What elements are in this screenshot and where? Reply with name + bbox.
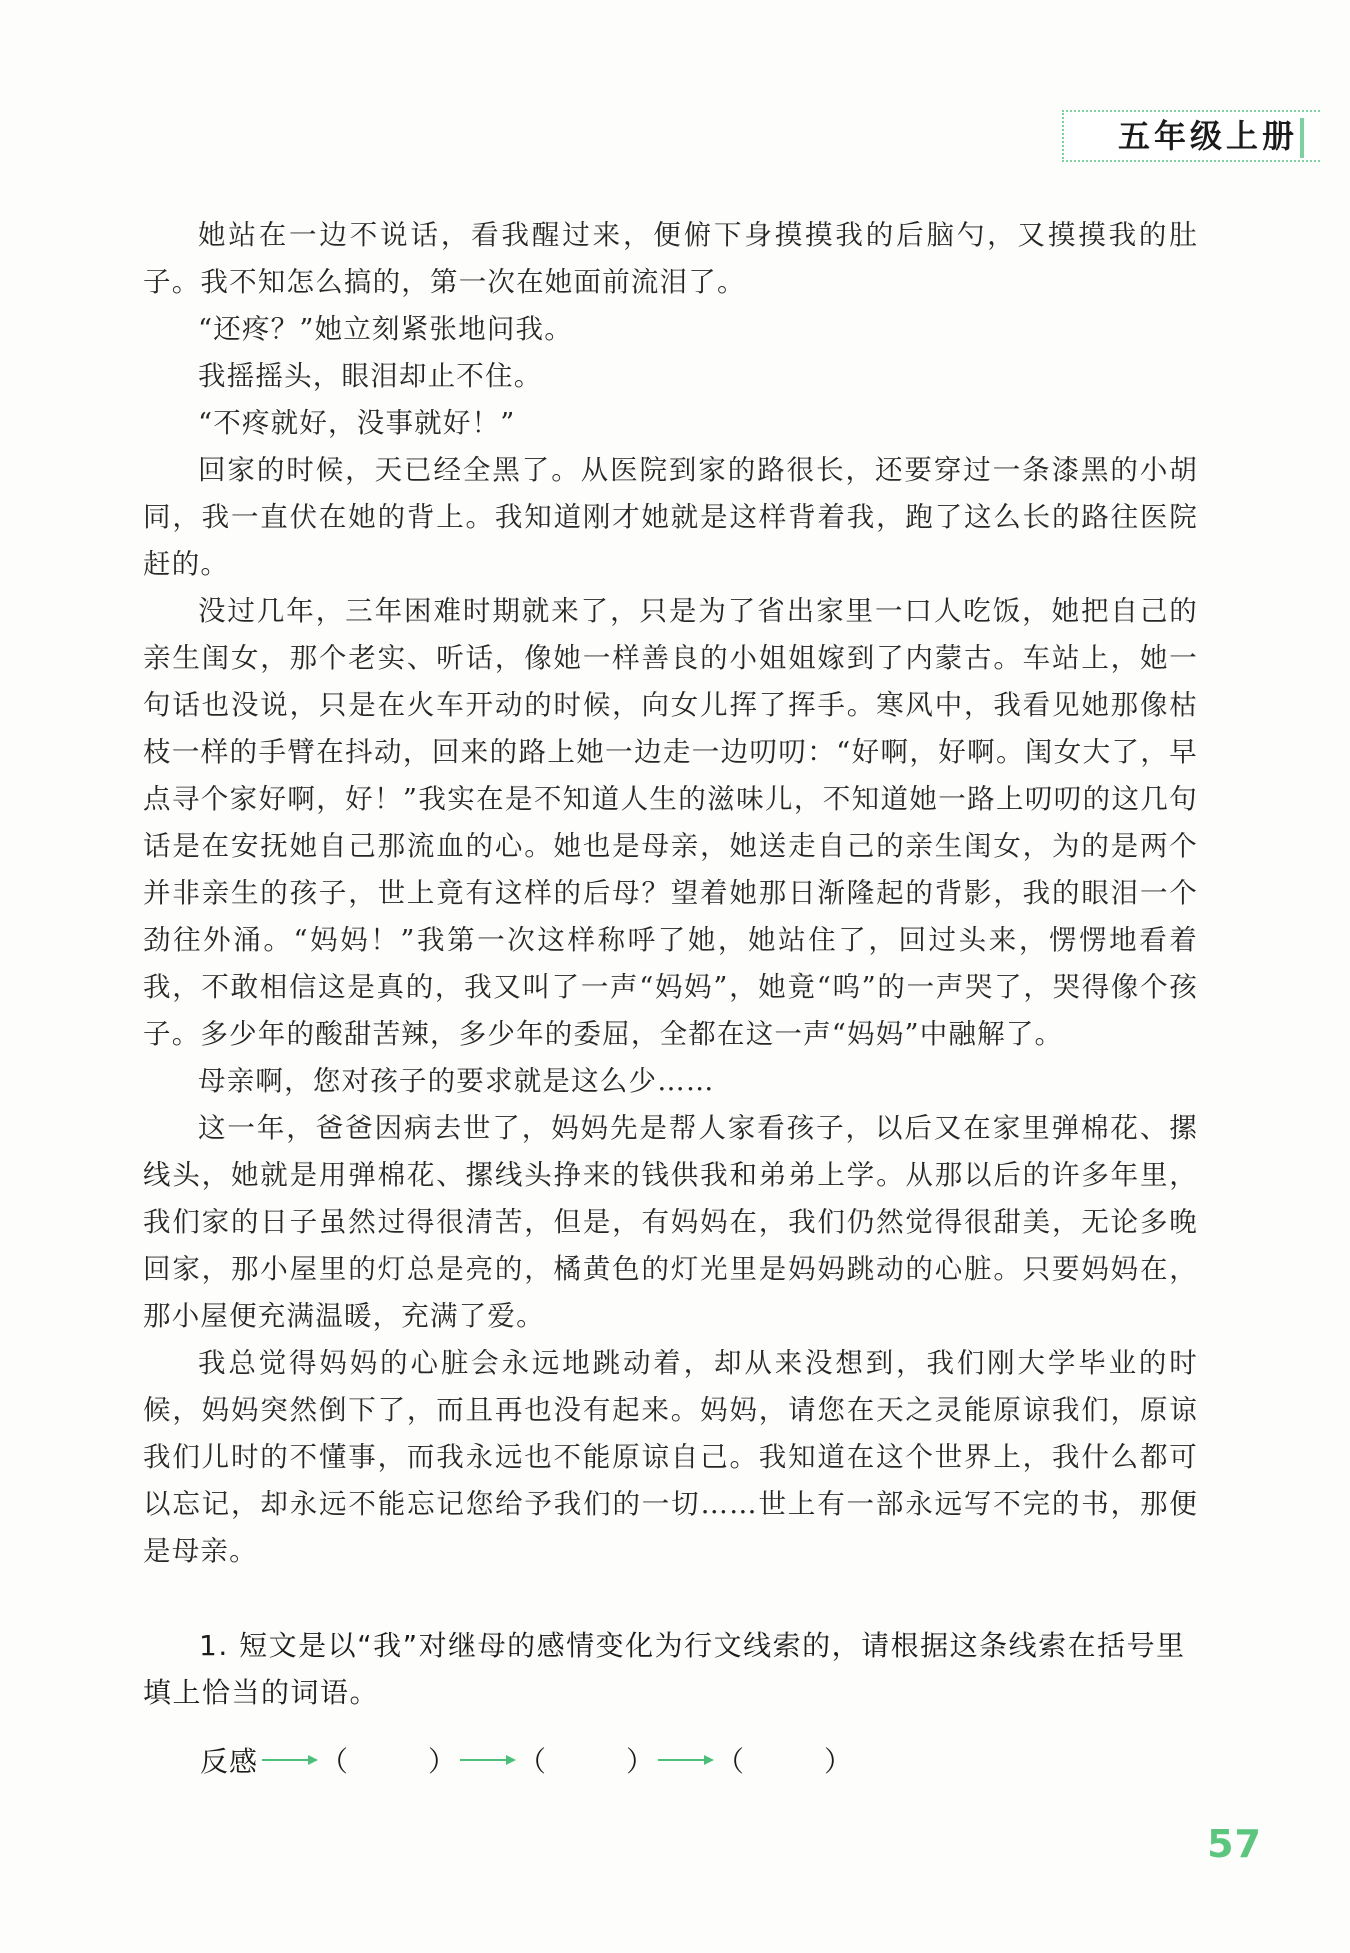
blank-open-paren: （ [320, 1745, 349, 1778]
paragraph: 她站在一边不说话，看我醒过来，便俯下身摸摸我的后脑勺，又摸摸我的肚子。我不知怎么搞的，第一次在她面前流泪了。 [143, 219, 1198, 298]
question-1 [143, 1622, 1198, 1716]
blank-close-paren: ） [824, 1745, 853, 1778]
paragraph: 我摇摇头，眼泪却止不住。 [198, 360, 543, 392]
page-number: 57 [1207, 1822, 1262, 1866]
paragraph: “还疼？”她立刻紧张地问我。 [198, 313, 573, 345]
blank-close-paren: ） [626, 1745, 655, 1778]
blank-close-paren: ） [428, 1745, 457, 1778]
blank-open-paren: （ [716, 1745, 745, 1778]
book-volume-title: 五年级上册 [1117, 117, 1298, 155]
arrow-right-icon [460, 1753, 516, 1767]
answer-blank-3[interactable] [716, 1740, 852, 1780]
answer-blank-1[interactable] [320, 1740, 456, 1780]
question-text: 1. 短文是以“我”对继母的感情变化为行文线索的，请根据这条线索在括号里填上恰当的词语。 [143, 1629, 1186, 1709]
paragraph: 没过几年，三年困难时期就来了，只是为了省出家里一口人吃饭，她把自己的亲生闺女，那个老实、听话，像她一样善良的小姐姐嫁到了内蒙古。车站上，她一句话也没说，只是在火车开动的时候，向女儿挥了挥手。寒风中，我看见她那像枯枝一样的手臂在抖动，回来的路上她一边走一边叨叨：“好啊，好啊。闺女大了，早点寻个家好啊，好！”我实在是不知道人生的滋味儿，不知道她一路上叨叨的这几句话是在安抚她自己那流血的心。她也是母亲，她送走自己的亲生闺女，为的是两个并非亲生的孩子，世上竟有这样的后母？望着她那日渐隆起的背影，我的眼泪一个劲往外涌。“妈妈！”我第一次这样称呼了她，她站住了，回过头来，愣愣地看着我，不敢相信这是真的，我又叫了一声“妈妈”，她竟“呜”的一声哭了，哭得像个孩子。多少年的酸甜苦辣，多少年的委屈，全都在这一声“妈妈”中融解了。 [143, 595, 1198, 1050]
paragraph: 母亲啊，您对孩子的要求就是这么少…… [198, 1065, 715, 1097]
answer-blank-2[interactable] [518, 1740, 654, 1780]
reading-passage [143, 212, 1198, 1575]
arrow-right-icon [658, 1753, 714, 1767]
blank-open-paren: （ [518, 1745, 547, 1778]
paragraph: “不疼就好，没事就好！” [198, 407, 516, 439]
arrow-right-icon [262, 1753, 318, 1767]
chain-start-word: 反感 [200, 1745, 259, 1778]
paragraph: 这一年，爸爸因病去世了，妈妈先是帮人家看孩子，以后又在家里弹棉花、摞线头，她就是用弹棉花、摞线头挣来的钱供我和弟弟上学。从那以后的许多年里，我们家的日子虽然过得很清苦，但是，有妈妈在，我们仍然觉得很甜美，无论多晚回家，那小屋里的灯总是亮的，橘黄色的灯光里是妈妈跳动的心脏。只要妈妈在，那小屋便充满温暖，充满了爱。 [143, 1112, 1198, 1332]
header-tab [1062, 110, 1320, 162]
paragraph: 我总觉得妈妈的心脏会永远地跳动着，却从来没想到，我们刚大学毕业的时候，妈妈突然倒下了，而且再也没有起来。妈妈，请您在天之灵能原谅我们，原谅我们儿时的不懂事，而我永远也不能原谅自己。我知道在这个世界上，我什么都可以忘记，却永远不能忘记您给予我们的一切……世上有一部永远写不完的书，那便是母亲。 [143, 1347, 1198, 1567]
paragraph: 回家的时候，天已经全黑了。从医院到家的路很长，还要穿过一条漆黑的小胡同，我一直伏在她的背上。我知道刚才她就是这样背着我，跑了这么长的路往医院赶的。 [143, 454, 1198, 580]
emotion-chain [200, 1735, 852, 1785]
